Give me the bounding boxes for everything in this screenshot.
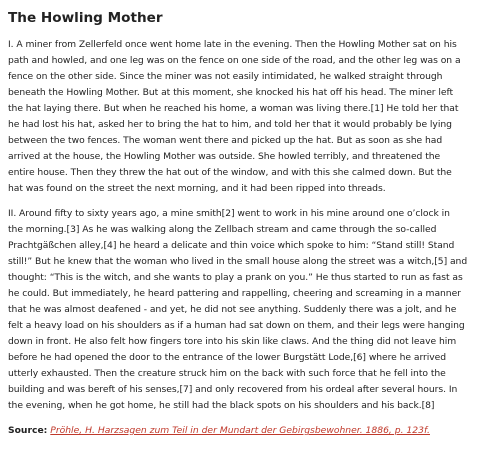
- paragraph-line: felt a heavy load on his shoulders as if a human had sat down on them, and their legs were hanging: [8, 320, 465, 331]
- paragraph-1: [8, 37, 493, 197]
- page-title: The Howling Mother: [8, 10, 163, 26]
- paragraph-line: the morning.[3] As he was walking along the Zellbach stream and came through the so-called: [8, 224, 437, 235]
- paragraph-line: before he had opened the door to the entrance of the lower Burgstätt Lode,[6] where he arrived: [8, 352, 447, 363]
- paragraph-line: the hat laying there. But when he reached his home, a woman was living there.[1] He told her that: [8, 103, 459, 114]
- paragraph-line: building and was bereft of his senses,[7] and only recovered from his ordeal after several hours. In: [8, 384, 458, 395]
- paragraph-line: Prachtgäßchen alley,[4] he heard a delicate and thin voice which spoke to him: “Stand still! Stand: [8, 240, 455, 251]
- paragraph-line: beneath the Howling Mother. But at this moment, she knocked his hat off his head. The miner left: [8, 87, 454, 98]
- paragraph-line: thought: “This is the witch, and she wants to play a prank on you.” He thus started to run as fast as: [8, 272, 463, 283]
- paragraph-line: hat was found on the street the next morning, and it had been ripped into threads.: [8, 183, 386, 194]
- source-link[interactable]: Pröhle, H. Harzsagen zum Teil in der Mundart der Gebirgsbewohner. 1886, p. 123f.: [50, 425, 430, 436]
- paragraph-line: entire house. Then they threw the hat out of the window, and with this she calmed down. But the: [8, 167, 452, 178]
- paragraph-line: between the two fences. The woman went there and picked up the hat. But as soon as she had: [8, 135, 443, 146]
- paragraph-line: I. A miner from Zellerfeld once went home late in the evening. Then the Howling Mother sat on his: [8, 39, 457, 50]
- paragraph-line: that he was almost deafened - and yet, he did not see anything. Suddenly there was a jolt, and he: [8, 304, 457, 315]
- paragraph-line: arrived at the house, the Howling Mother was outside. She howled terribly, and threatened the: [8, 151, 441, 162]
- paragraph-line: down in front. He also felt how fingers tore into his skin like claws. And the thing did not leave him: [8, 336, 457, 347]
- paragraph-2: [8, 206, 493, 414]
- paragraph-line: fence on the other side. Since the miner was not easily intimidated, he walked straight through: [8, 71, 443, 82]
- source-label: Source:: [8, 425, 48, 436]
- paragraph-line: he could. But immediately, he heard pattering and rappelling, cheering and screaming in a manner: [8, 288, 461, 299]
- paragraph-line: still!” But he knew that the woman who lived in the small house along the street was a witch,[5] and: [8, 256, 468, 267]
- paragraph-line: the evening, when he got home, he still had the black spots on his shoulders and his back.[8]: [8, 400, 435, 411]
- paragraph-line: utterly exhausted. Then the creature struck him on the back with such force that he fell into the: [8, 368, 446, 379]
- paragraph-line: II. Around fifty to sixty years ago, a mine smith[2] went to work in his mine around one o’clock in: [8, 208, 450, 219]
- paragraph-line: he had lost his hat, asked her to bring the hat to him, and told her that it would probably be lying: [8, 119, 452, 130]
- paragraph-line: path and howled, and one leg was on the fence on one side of the road, and the other leg was on a: [8, 55, 461, 66]
- source-citation: [8, 423, 493, 439]
